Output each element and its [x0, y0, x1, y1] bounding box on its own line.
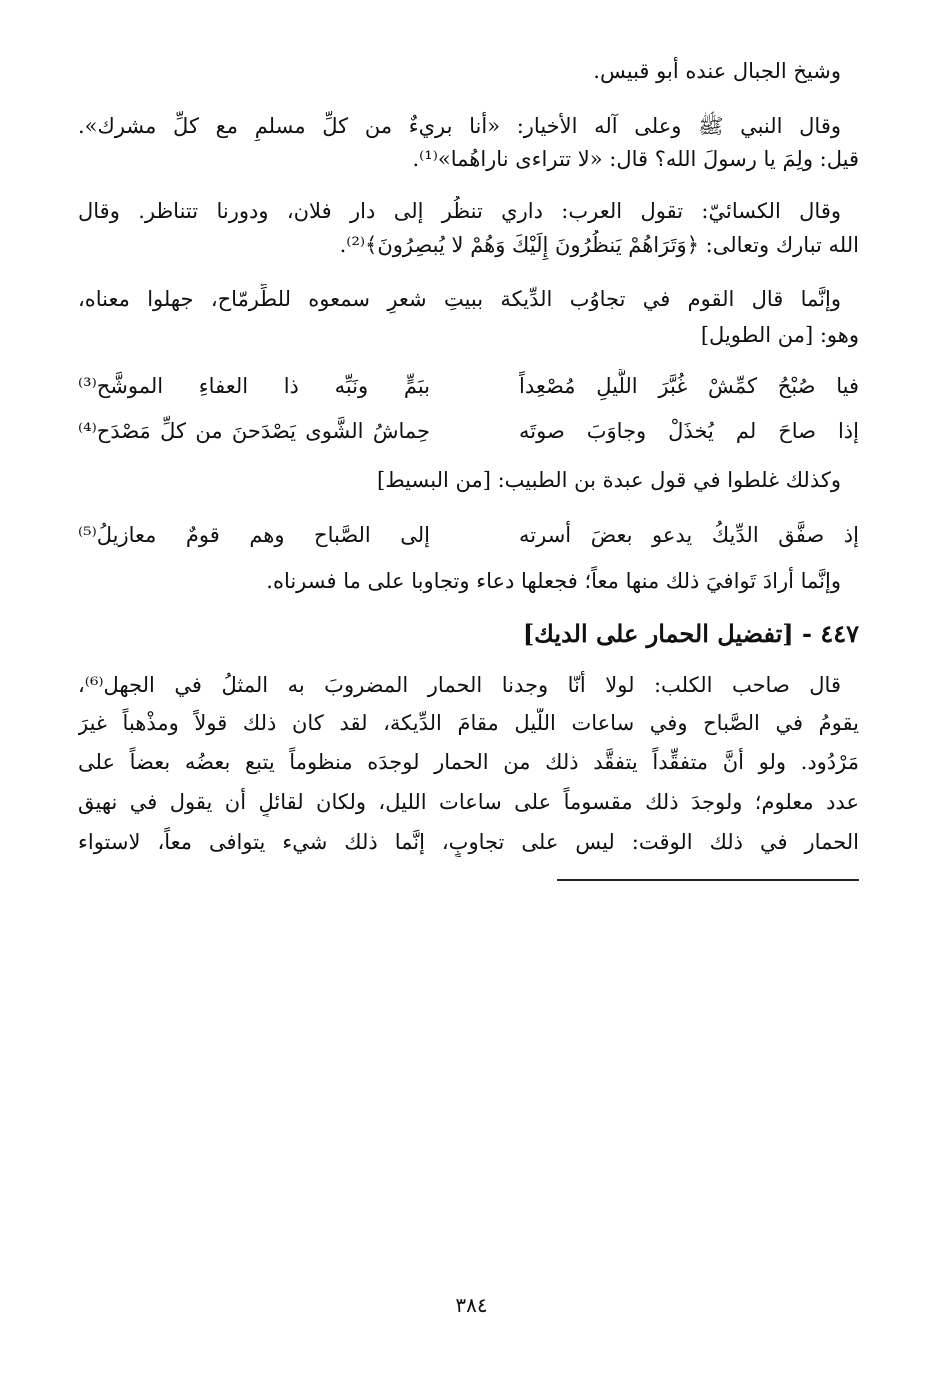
poem-verse [78, 369, 859, 403]
body-line: وإنَّما قال القوم في تجاوُب الدِّيكة ببيتِ شعرٍ سمعوه للطِّرمّاح، جهلوا معناه، [78, 287, 841, 311]
body-line: الله تبارك وتعالى: ﴿وَتَرَاهُمْ يَنظُرُونَ إِلَيْكَ وَهُمْ لا يُبصِرُونَ﴾⁽²⁾. [339, 233, 859, 257]
page-number: ٣٨٤ [455, 1293, 488, 1317]
body-line: عدد معلوم؛ ولوجدَ ذلك مقسوماً على ساعات الليل، ولكان لقائلٍ أن يقول في نهيق [78, 790, 859, 814]
body-line: قيل: ولِمَ يا رسولَ الله؟ قال: «لا تتراءى ناراهُما»⁽¹⁾. [412, 147, 859, 171]
verse-first-hemistich: إذا صاحَ لم يُخذَلْ وجاوَبَ صوتَه [519, 419, 859, 443]
meter-label: وهو: [من الطويل] [700, 323, 859, 347]
verse-first-hemistich: فيا صُبْحُ كمِّشْ غُبَّرَ اللَّيلِ مُصْعِداً [519, 374, 859, 398]
section-heading: ٤٤٧ - [تفضيل الحمار على الديك] [522, 619, 859, 648]
verse-first-hemistich: إذ صفَّق الدِّيكُ يدعو بعضَ أسرته [519, 523, 859, 547]
verse-second-hemistich: حِماشُ الشَّوى يَصْدَحنَ من كلِّ مَصْدَح⁽⁴⁾ [78, 419, 430, 443]
body-line: وقال الكسائيّ: تقول العرب: داري تنظُر إلى دار فلان، ودورنا تتناظر. وقال [78, 199, 841, 223]
poem-verse [78, 518, 859, 552]
poem-verse [78, 414, 859, 448]
body-line: يقومُ في الصَّباح وفي ساعات اللَّيل مقامَ الدِّيكة، لقد كان ذلك قولاً ومذْهباً غيرَ [78, 711, 859, 735]
footnote-separator [557, 879, 859, 881]
body-line: قال صاحب الكلب: لولا أنّا وجدنا الحمار المضروبَ به المثلُ في الجهل⁽⁶⁾، [78, 673, 841, 697]
body-line: الحمار في ذلك الوقت: ليس على تجاوبٍ، إنَّما ذلك شيء يتوافى معاً، لاستواء [78, 830, 859, 854]
verse-second-hemistich: إلى الصَّباح وهم قومٌ معازيلُ⁽⁵⁾ [78, 523, 430, 547]
body-line: وقال النبي ﷺ وعلى آله الأخيار: «أنا بريءٌ من كلِّ مسلمٍ مع كلِّ مشرك». [78, 114, 841, 138]
body-line: وشيخ الجبال عنده أبو قبيس. [593, 59, 841, 83]
body-line: مَرْدُود. ولو أنَّ متفقِّداً يتفقَّد ذلك من الحمار لوجدَه منظوماً يتبع بعضُه بعضاً على [78, 750, 859, 774]
verse-second-hemistich: ببَمٍّ ونَبِّه ذا العفاءِ الموشَّح⁽³⁾ [78, 374, 430, 398]
body-line: وكذلك غلطوا في قول عبدة بن الطبيب: [من البسيط] [377, 468, 841, 492]
body-line: وإنَّما أرادَ تَوافيَ ذلك منها معاً؛ فجعلها دعاء وتجاوبا على ما فسرناه. [266, 569, 841, 593]
